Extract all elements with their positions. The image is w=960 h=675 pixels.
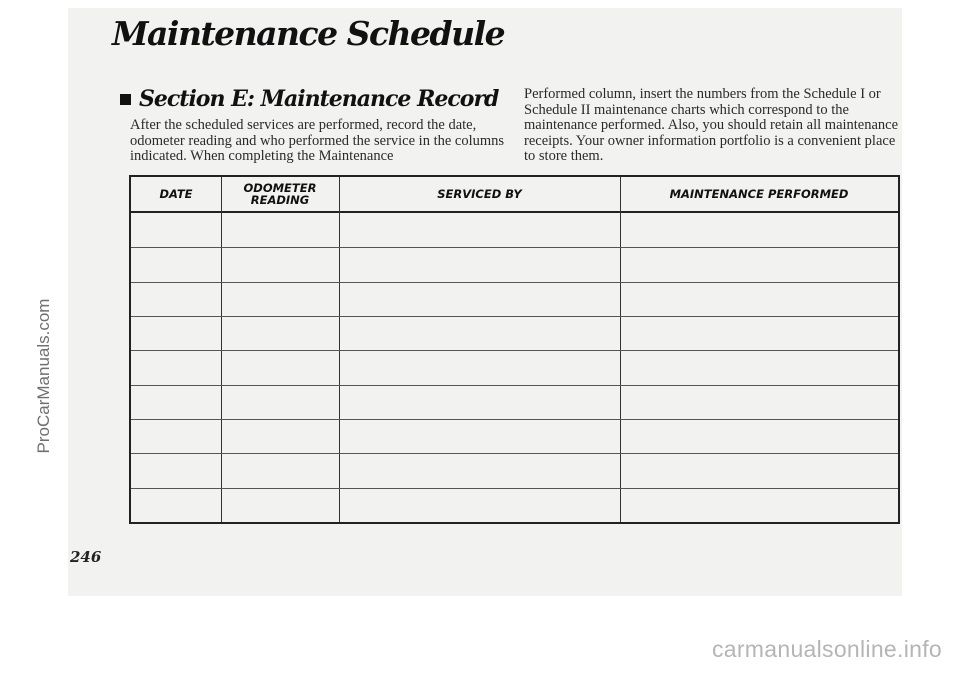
column-header-text: SERVICED BY (437, 187, 522, 201)
page-number: 246 (70, 548, 102, 566)
table-row-divider (131, 488, 898, 489)
intro-paragraph-left: After the scheduled services are performed, record the date, odometer reading and who performed the service in the columns indicated. When completing the Maintenance (130, 117, 505, 164)
table-row-divider (131, 282, 898, 283)
column-header-text: MAINTENANCE PERFORMED (669, 187, 849, 201)
table-row-divider (131, 350, 898, 351)
column-header-maintenance-performed (620, 177, 898, 211)
section-heading-text: Section E: Maintenance Record (139, 86, 499, 112)
side-watermark: ProCarManuals.com (34, 298, 53, 454)
table-row-divider (131, 419, 898, 420)
table-header-row (131, 177, 898, 213)
bottom-watermark: carmanualsonline.info (711, 636, 942, 662)
section-heading (120, 86, 498, 112)
intro-paragraph-right: Performed column, insert the numbers from the Schedule I or Schedule II maintenance charts which correspond to the maintenance performed. Also, you should retain all maintenance receipts. Your owner information portfolio is a convenient place to store them. (524, 86, 899, 164)
table-row-divider (131, 316, 898, 317)
table-row-divider (131, 453, 898, 454)
bullet-square-icon (120, 94, 131, 105)
table-row-divider (131, 247, 898, 248)
column-header-text: ODOMETER (243, 181, 317, 195)
column-header-date (131, 177, 221, 211)
page-title: Maintenance Schedule (112, 14, 505, 53)
column-header-serviced-by (339, 177, 620, 211)
column-header-odometer-reading (221, 177, 339, 211)
column-header-text: DATE (159, 187, 193, 201)
column-header-text: READING (250, 193, 310, 207)
maintenance-record-table (129, 175, 900, 524)
table-row-divider (131, 385, 898, 386)
